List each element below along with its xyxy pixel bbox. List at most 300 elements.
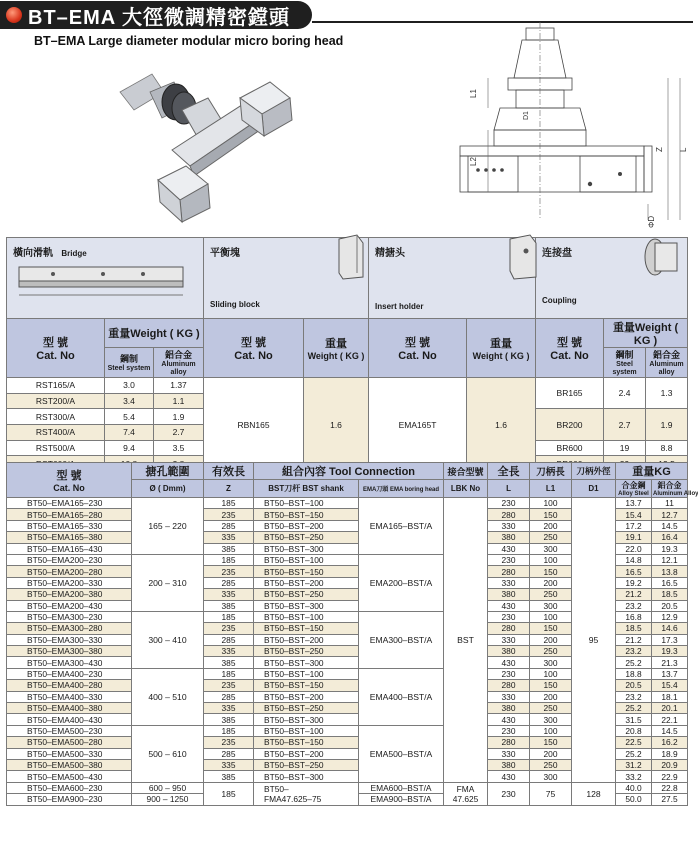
bore-range-cell: 165 – 220 bbox=[132, 498, 204, 555]
weight-steel-cell: 22.5 bbox=[616, 737, 652, 748]
cat-no-cell: BT50–EMA300–230 bbox=[7, 611, 132, 622]
weight-alu-cell: 19.3 bbox=[652, 646, 688, 657]
total-length-cell: 430 bbox=[488, 543, 530, 554]
bst-shank-cell: BT50–BST–250 bbox=[254, 532, 359, 543]
bridge-steel: 3.4 bbox=[105, 393, 154, 409]
dim-l: L bbox=[679, 147, 688, 152]
weight-steel-cell: 16.8 bbox=[616, 611, 652, 622]
cat-no-cell: BT50–EMA600–230 bbox=[7, 782, 132, 793]
acc-model-zh: 型 號 bbox=[42, 337, 69, 349]
effective-length-cell: 235 bbox=[204, 509, 254, 520]
weight-alu-cell: 20.9 bbox=[652, 759, 688, 770]
section-bridge-en: Bridge bbox=[61, 249, 87, 258]
effective-length-cell: 185 bbox=[204, 725, 254, 736]
weight-steel-cell: 25.2 bbox=[616, 657, 652, 668]
bridge-cat: RST165/A bbox=[7, 378, 105, 394]
bst-shank-cell: BT50–BST–150 bbox=[254, 737, 359, 748]
tool-length-cell: 100 bbox=[530, 668, 572, 679]
acc-col-weight-insert bbox=[467, 319, 536, 378]
weight-alu-cell: 12.1 bbox=[652, 554, 688, 565]
cat-no-cell: BT50–EMA200–280 bbox=[7, 566, 132, 577]
acc-steel-en: Steel system bbox=[107, 365, 151, 372]
dim-z: Z bbox=[655, 147, 664, 152]
effective-length-cell: 335 bbox=[204, 532, 254, 543]
page-subtitle: BT–EMA Large diameter modular micro boring head bbox=[34, 34, 344, 48]
bore-range-cell: 200 – 310 bbox=[132, 554, 204, 611]
tool-length-cell: 200 bbox=[530, 691, 572, 702]
coupling-alu: 8.8 bbox=[646, 440, 688, 456]
spec-row bbox=[7, 498, 688, 509]
bridge-cat: RST500/A bbox=[7, 440, 105, 456]
tool-length-cell: 300 bbox=[530, 600, 572, 611]
weight-steel-cell: 18.5 bbox=[616, 623, 652, 634]
accessory-section-band bbox=[7, 238, 688, 319]
weight-alu-cell: 14.5 bbox=[652, 520, 688, 531]
col-alu-en: Aluminum Alloy bbox=[653, 491, 698, 497]
total-length-cell: 330 bbox=[488, 577, 530, 588]
weight-alu-cell: 18.1 bbox=[652, 691, 688, 702]
weight-steel-cell: 33.2 bbox=[616, 771, 652, 782]
total-length-cell: 380 bbox=[488, 589, 530, 600]
effective-length-cell: 335 bbox=[204, 703, 254, 714]
cat-no-cell: BT50–EMA300–280 bbox=[7, 623, 132, 634]
tool-length-cell: 300 bbox=[530, 543, 572, 554]
col-cat bbox=[7, 463, 132, 498]
bst-shank-cell: BT50–BST–300 bbox=[254, 714, 359, 725]
tool-length-cell: 150 bbox=[530, 566, 572, 577]
acc-alu-zh-2: 鋁合金 bbox=[653, 350, 681, 360]
ema-head-cell: EMA500–BST/A bbox=[359, 725, 444, 782]
accessory-header-row-1 bbox=[7, 319, 688, 348]
col-eff: 有效長 bbox=[204, 463, 254, 480]
acc-col-cat-coupling bbox=[536, 319, 604, 378]
effective-length-cell: 235 bbox=[204, 566, 254, 577]
effective-length-cell: 335 bbox=[204, 646, 254, 657]
bridge-alu: 1.9 bbox=[154, 409, 204, 425]
sliding-block-weight: 1.6 bbox=[304, 378, 369, 472]
spec-table-body bbox=[7, 498, 688, 806]
total-length-cell: 230 bbox=[488, 554, 530, 565]
ema-head-cell: EMA165–BST/A bbox=[359, 498, 444, 555]
acc-catno-2: Cat. No bbox=[234, 350, 273, 362]
accessory-table bbox=[6, 237, 688, 472]
cat-no-cell: BT50–EMA165–280 bbox=[7, 509, 132, 520]
weight-steel-cell: 22.0 bbox=[616, 543, 652, 554]
ema-head-cell: EMA200–BST/A bbox=[359, 554, 444, 611]
col-range: 搪孔範圍 bbox=[132, 463, 204, 480]
effective-length-cell: 235 bbox=[204, 623, 254, 634]
coupling-cat: BR600 bbox=[536, 440, 604, 456]
ema-head-cell: EMA300–BST/A bbox=[359, 611, 444, 668]
bst-shank-cell bbox=[254, 782, 359, 805]
weight-alu-cell: 20.5 bbox=[652, 600, 688, 611]
weight-alu-cell: 12.9 bbox=[652, 611, 688, 622]
lbk-cell bbox=[444, 782, 488, 805]
acc-col-steel-coupling bbox=[604, 348, 646, 378]
bst-shank-cell: BT50–BST–250 bbox=[254, 703, 359, 714]
effective-length-cell: 385 bbox=[204, 543, 254, 554]
shank-dia-cell: 128 bbox=[572, 782, 616, 805]
effective-length-cell: 385 bbox=[204, 600, 254, 611]
weight-alu-cell: 20.1 bbox=[652, 703, 688, 714]
acc-catno: Cat. No bbox=[36, 350, 75, 362]
col-eff-en: Z bbox=[204, 480, 254, 498]
cat-no-cell: BT50–EMA165–330 bbox=[7, 520, 132, 531]
bridge-alu: 3.5 bbox=[154, 440, 204, 456]
ema-head-cell: EMA400–BST/A bbox=[359, 668, 444, 725]
cat-no-cell: BT50–EMA500–280 bbox=[7, 737, 132, 748]
acc-model-zh-4: 型 號 bbox=[557, 337, 583, 349]
dim-d1: D1 bbox=[523, 111, 530, 120]
weight-steel-cell: 23.2 bbox=[616, 600, 652, 611]
tool-length-cell: 250 bbox=[530, 759, 572, 770]
effective-length-cell: 285 bbox=[204, 577, 254, 588]
bst-shank-cell: BT50–BST–100 bbox=[254, 498, 359, 509]
weight-steel-cell: 40.0 bbox=[616, 782, 652, 793]
acc-col-cat-bridge bbox=[7, 319, 105, 378]
acc-model-zh-3: 型 號 bbox=[404, 337, 431, 349]
acc-col-cat-insert bbox=[369, 319, 467, 378]
coupling-steel: 2.7 bbox=[604, 409, 646, 440]
cat-no-cell: BT50–EMA500–230 bbox=[7, 725, 132, 736]
total-length-cell: 230 bbox=[488, 498, 530, 509]
cat-no-cell: BT50–EMA300–430 bbox=[7, 657, 132, 668]
col-dia: 刀柄外徑 bbox=[572, 463, 616, 480]
cat-no-cell: BT50–EMA200–380 bbox=[7, 589, 132, 600]
section-insert-holder bbox=[369, 238, 536, 319]
total-length-cell: 330 bbox=[488, 691, 530, 702]
weight-steel-cell: 20.8 bbox=[616, 725, 652, 736]
acc-catno-3: Cat. No bbox=[398, 350, 437, 362]
section-bridge bbox=[7, 238, 204, 319]
col-steel-zh: 合金鋼 bbox=[621, 481, 646, 490]
acc-alu-en-2: Aluminum alloy bbox=[649, 361, 684, 376]
effective-length-cell: 185 bbox=[204, 498, 254, 509]
weight-steel-cell: 25.2 bbox=[616, 748, 652, 759]
dim-l1: L1 bbox=[469, 89, 478, 98]
tool-length-cell: 300 bbox=[530, 714, 572, 725]
tool-length-cell: 250 bbox=[530, 532, 572, 543]
section-coupling-zh: 连接盘 bbox=[542, 248, 573, 259]
technical-drawing bbox=[430, 20, 690, 235]
cat-no-cell: BT50–EMA300–380 bbox=[7, 646, 132, 657]
bore-range-cell: 900 – 1250 bbox=[132, 794, 204, 805]
tool-length-cell: 100 bbox=[530, 725, 572, 736]
acc-weight-en-2: Weight ( KG ) bbox=[307, 351, 365, 361]
bst-shank-cell: BT50–BST–300 bbox=[254, 543, 359, 554]
bridge-cat: RST400/A bbox=[7, 425, 105, 441]
bst-shank-cell: BT50–BST–150 bbox=[254, 680, 359, 691]
section-bridge-zh: 橫向滑軌 bbox=[13, 248, 53, 259]
weight-steel-cell: 25.2 bbox=[616, 703, 652, 714]
bore-range-cell: 300 – 410 bbox=[132, 611, 204, 668]
acc-col-weight-sliding bbox=[304, 319, 369, 378]
bore-range-cell: 500 – 610 bbox=[132, 725, 204, 782]
col-tool-en: L1 bbox=[530, 480, 572, 498]
cat-no-cell: BT50–EMA165–230 bbox=[7, 498, 132, 509]
total-length-cell: 380 bbox=[488, 532, 530, 543]
tool-length-cell: 150 bbox=[530, 509, 572, 520]
col-conn: 組合內容 Tool Connection bbox=[254, 463, 444, 480]
bst-shank-cell: BT50–BST–100 bbox=[254, 554, 359, 565]
col-shank: BST刀杆 BST shank bbox=[254, 480, 359, 498]
weight-steel-cell: 20.5 bbox=[616, 680, 652, 691]
tool-length-cell: 200 bbox=[530, 520, 572, 531]
effective-length-cell: 285 bbox=[204, 634, 254, 645]
acc-model-zh-2: 型 號 bbox=[240, 337, 267, 349]
sliding-block-image bbox=[335, 233, 365, 281]
cat-no-cell: BT50–EMA200–430 bbox=[7, 600, 132, 611]
bst-shank-cell: BT50–BST–150 bbox=[254, 509, 359, 520]
col-lbk: 接合型號 bbox=[444, 463, 488, 480]
col-weight: 重量KG bbox=[616, 463, 688, 480]
tool-length-cell: 200 bbox=[530, 748, 572, 759]
bridge-alu: 1.37 bbox=[154, 378, 204, 394]
bst-shank-cell: BT50–BST–300 bbox=[254, 771, 359, 782]
title-box bbox=[0, 1, 312, 29]
bst-shank-cell: BT50–BST–300 bbox=[254, 657, 359, 668]
col-head: EMA刀頭 EMA boring head bbox=[359, 480, 444, 498]
total-length-cell: 430 bbox=[488, 600, 530, 611]
weight-alu-cell: 16.4 bbox=[652, 532, 688, 543]
bst-shank-cell: BT50–BST–150 bbox=[254, 623, 359, 634]
cat-no-cell: BT50–EMA200–330 bbox=[7, 577, 132, 588]
spec-row bbox=[7, 782, 688, 793]
spec-header-row-1 bbox=[7, 463, 688, 480]
acc-weight-bridge-label: 重量Weight ( KG ) bbox=[108, 328, 200, 340]
weight-steel-cell: 19.1 bbox=[616, 532, 652, 543]
bridge-image bbox=[13, 261, 193, 301]
weight-alu-cell: 14.6 bbox=[652, 623, 688, 634]
col-total-en: L bbox=[488, 480, 530, 498]
coupling-alu: 1.3 bbox=[646, 378, 688, 409]
section-coupling-en: Coupling bbox=[542, 296, 577, 305]
tool-length-cell: 200 bbox=[530, 634, 572, 645]
acc-weight-zh-3: 重量 bbox=[490, 338, 513, 350]
bst-shank-cell: BT50–BST–100 bbox=[254, 725, 359, 736]
tool-length-cell: 150 bbox=[530, 737, 572, 748]
cat-no-cell: BT50–EMA400–380 bbox=[7, 703, 132, 714]
acc-col-weight-bridge bbox=[105, 319, 204, 348]
tool-length-cell: 100 bbox=[530, 498, 572, 509]
weight-alu-cell: 21.3 bbox=[652, 657, 688, 668]
weight-alu-cell: 11 bbox=[652, 498, 688, 509]
col-dia-en: D1 bbox=[572, 480, 616, 498]
weight-alu-cell: 22.9 bbox=[652, 771, 688, 782]
total-length-cell: 380 bbox=[488, 759, 530, 770]
total-length-cell: 430 bbox=[488, 714, 530, 725]
weight-alu-cell: 13.8 bbox=[652, 566, 688, 577]
col-steel bbox=[616, 480, 652, 498]
col-range-en: Ø ( Dmm) bbox=[132, 480, 204, 498]
col-tool: 刀柄長 bbox=[530, 463, 572, 480]
acc-steel-zh: 鋼制 bbox=[119, 354, 138, 364]
bst-shank-cell: BT50–BST–200 bbox=[254, 520, 359, 531]
col-lbk-en: LBK No bbox=[444, 480, 488, 498]
coupling-cat: BR165 bbox=[536, 378, 604, 409]
cat-no-cell: BT50–EMA400–430 bbox=[7, 714, 132, 725]
bst-shank-cell: BT50–BST–150 bbox=[254, 566, 359, 577]
acc-col-alu-bridge bbox=[154, 348, 204, 378]
col-cat-zh: 型 號 bbox=[56, 470, 82, 482]
total-length-cell: 230 bbox=[488, 725, 530, 736]
weight-steel-cell: 19.2 bbox=[616, 577, 652, 588]
total-length-cell: 230 bbox=[488, 611, 530, 622]
weight-steel-cell: 50.0 bbox=[616, 794, 652, 805]
bridge-alu: 2.7 bbox=[154, 425, 204, 441]
weight-steel-cell: 17.2 bbox=[616, 520, 652, 531]
tool-length-cell: 250 bbox=[530, 589, 572, 600]
dim-phid: ΦD bbox=[647, 215, 656, 228]
acc-weight-zh-2: 重量 bbox=[325, 338, 348, 350]
section-sliding-zh: 平衡塊 bbox=[210, 248, 241, 259]
acc-alu-en: Aluminum alloy bbox=[161, 361, 196, 376]
effective-length-cell: 285 bbox=[204, 748, 254, 759]
weight-alu-cell: 27.5 bbox=[652, 794, 688, 805]
bst-shank-cell: BT50–BST–200 bbox=[254, 634, 359, 645]
acc-col-alu-coupling bbox=[646, 348, 688, 378]
tool-length-cell: 150 bbox=[530, 680, 572, 691]
tool-length-cell: 75 bbox=[530, 782, 572, 805]
total-length-cell: 330 bbox=[488, 520, 530, 531]
effective-length-cell: 185 bbox=[204, 668, 254, 679]
cat-no-cell: BT50–EMA400–330 bbox=[7, 691, 132, 702]
acc-weight-coupling-label: 重量Weight ( KG ) bbox=[612, 322, 679, 347]
tool-length-cell: 300 bbox=[530, 657, 572, 668]
bore-range-cell: 600 – 950 bbox=[132, 782, 204, 793]
effective-length-cell: 385 bbox=[204, 714, 254, 725]
weight-steel-cell: 13.7 bbox=[616, 498, 652, 509]
weight-alu-cell: 16.5 bbox=[652, 577, 688, 588]
section-insert-en: Insert holder bbox=[375, 302, 424, 311]
weight-steel-cell: 23.2 bbox=[616, 691, 652, 702]
bst-shank-cell: BT50–BST–100 bbox=[254, 668, 359, 679]
section-sliding-block bbox=[204, 238, 369, 319]
coupling-alu: 1.9 bbox=[646, 409, 688, 440]
total-length-cell: 280 bbox=[488, 737, 530, 748]
col-alu bbox=[652, 480, 698, 498]
weight-steel-cell: 14.8 bbox=[616, 554, 652, 565]
acc-col-steel-bridge bbox=[105, 348, 154, 378]
total-length-cell: 230 bbox=[488, 782, 530, 805]
section-insert-zh: 精搪头 bbox=[375, 248, 406, 259]
effective-length-cell: 185 bbox=[204, 611, 254, 622]
total-length-cell: 280 bbox=[488, 680, 530, 691]
weight-steel-cell: 31.2 bbox=[616, 759, 652, 770]
weight-alu-cell: 19.3 bbox=[652, 543, 688, 554]
effective-length-cell: 385 bbox=[204, 657, 254, 668]
tool-length-cell: 300 bbox=[530, 771, 572, 782]
insert-holder-cat: EMA165T bbox=[369, 378, 467, 472]
total-length-cell: 280 bbox=[488, 566, 530, 577]
coupling-steel: 19 bbox=[604, 440, 646, 456]
lbk-cell: BST bbox=[444, 498, 488, 783]
weight-steel-cell: 31.5 bbox=[616, 714, 652, 725]
col-steel-en: Alloy Steel bbox=[618, 491, 649, 497]
shank-line-1: BT50– bbox=[264, 783, 289, 794]
ema-head-cell: EMA900–BST/A bbox=[359, 794, 444, 805]
shank-line-2: FMA47.625–75 bbox=[264, 793, 322, 804]
spec-table bbox=[6, 462, 698, 806]
acc-steel-zh-2: 鋼制 bbox=[615, 350, 634, 360]
bst-shank-cell: BT50–BST–250 bbox=[254, 646, 359, 657]
total-length-cell: 430 bbox=[488, 657, 530, 668]
weight-steel-cell: 15.4 bbox=[616, 509, 652, 520]
bridge-steel: 5.4 bbox=[105, 409, 154, 425]
bridge-steel: 7.4 bbox=[105, 425, 154, 441]
lbk-line-1: FMA bbox=[456, 783, 475, 794]
cat-no-cell: BT50–EMA500–430 bbox=[7, 771, 132, 782]
weight-alu-cell: 18.5 bbox=[652, 589, 688, 600]
weight-alu-cell: 22.8 bbox=[652, 782, 688, 793]
bridge-steel: 9.4 bbox=[105, 440, 154, 456]
tool-length-cell: 200 bbox=[530, 577, 572, 588]
dim-l2: L2 bbox=[469, 157, 478, 166]
section-coupling bbox=[536, 238, 688, 319]
cat-no-cell: BT50–EMA900–230 bbox=[7, 794, 132, 805]
acc-col-cat-sliding bbox=[204, 319, 304, 378]
acc-row bbox=[7, 378, 688, 394]
insert-holder-image bbox=[506, 231, 540, 281]
tool-length-cell: 150 bbox=[530, 623, 572, 634]
weight-alu-cell: 18.9 bbox=[652, 748, 688, 759]
cat-no-cell: BT50–EMA400–280 bbox=[7, 680, 132, 691]
bst-shank-cell: BT50–BST–200 bbox=[254, 577, 359, 588]
acc-steel-en-2: Steel system bbox=[612, 361, 637, 376]
total-length-cell: 380 bbox=[488, 703, 530, 714]
coupling-cat: BR200 bbox=[536, 409, 604, 440]
col-total: 全長 bbox=[488, 463, 530, 480]
weight-alu-cell: 12.7 bbox=[652, 509, 688, 520]
tool-length-cell: 250 bbox=[530, 703, 572, 714]
acc-col-weight-coupling bbox=[604, 319, 688, 348]
bst-shank-cell: BT50–BST–250 bbox=[254, 589, 359, 600]
effective-length-cell: 185 bbox=[204, 554, 254, 565]
acc-weight-en-3: Weight ( KG ) bbox=[472, 351, 530, 361]
weight-alu-cell: 22.1 bbox=[652, 714, 688, 725]
acc-catno-4: Cat. No bbox=[550, 350, 589, 362]
total-length-cell: 380 bbox=[488, 646, 530, 657]
cat-no-cell: BT50–EMA500–330 bbox=[7, 748, 132, 759]
total-length-cell: 280 bbox=[488, 509, 530, 520]
sliding-block-cat: RBN165 bbox=[204, 378, 304, 472]
col-cat-en: Cat. No bbox=[53, 483, 85, 493]
bridge-steel: 3.0 bbox=[105, 378, 154, 394]
bore-range-cell: 400 – 510 bbox=[132, 668, 204, 725]
weight-steel-cell: 21.2 bbox=[616, 634, 652, 645]
bridge-alu: 1.1 bbox=[154, 393, 204, 409]
total-length-cell: 430 bbox=[488, 771, 530, 782]
coupling-steel: 2.4 bbox=[604, 378, 646, 409]
ema-head-cell: EMA600–BST/A bbox=[359, 782, 444, 793]
cat-no-cell: BT50–EMA400–230 bbox=[7, 668, 132, 679]
cat-no-cell: BT50–EMA165–430 bbox=[7, 543, 132, 554]
shank-dia-cell: 95 bbox=[572, 498, 616, 783]
weight-steel-cell: 21.2 bbox=[616, 589, 652, 600]
weight-steel-cell: 23.2 bbox=[616, 646, 652, 657]
lbk-line-2: 47.625 bbox=[452, 793, 479, 804]
effective-length-cell: 385 bbox=[204, 771, 254, 782]
bullet-icon bbox=[6, 7, 22, 23]
cat-no-cell: BT50–EMA200–230 bbox=[7, 554, 132, 565]
cat-no-cell: BT50–EMA500–380 bbox=[7, 759, 132, 770]
coupling-image bbox=[641, 235, 681, 279]
section-sliding-en: Sliding block bbox=[210, 300, 260, 309]
total-length-cell: 230 bbox=[488, 668, 530, 679]
col-alu-zh: 鋁合金 bbox=[657, 481, 682, 490]
bst-shank-cell: BT50–BST–200 bbox=[254, 691, 359, 702]
tool-length-cell: 100 bbox=[530, 554, 572, 565]
